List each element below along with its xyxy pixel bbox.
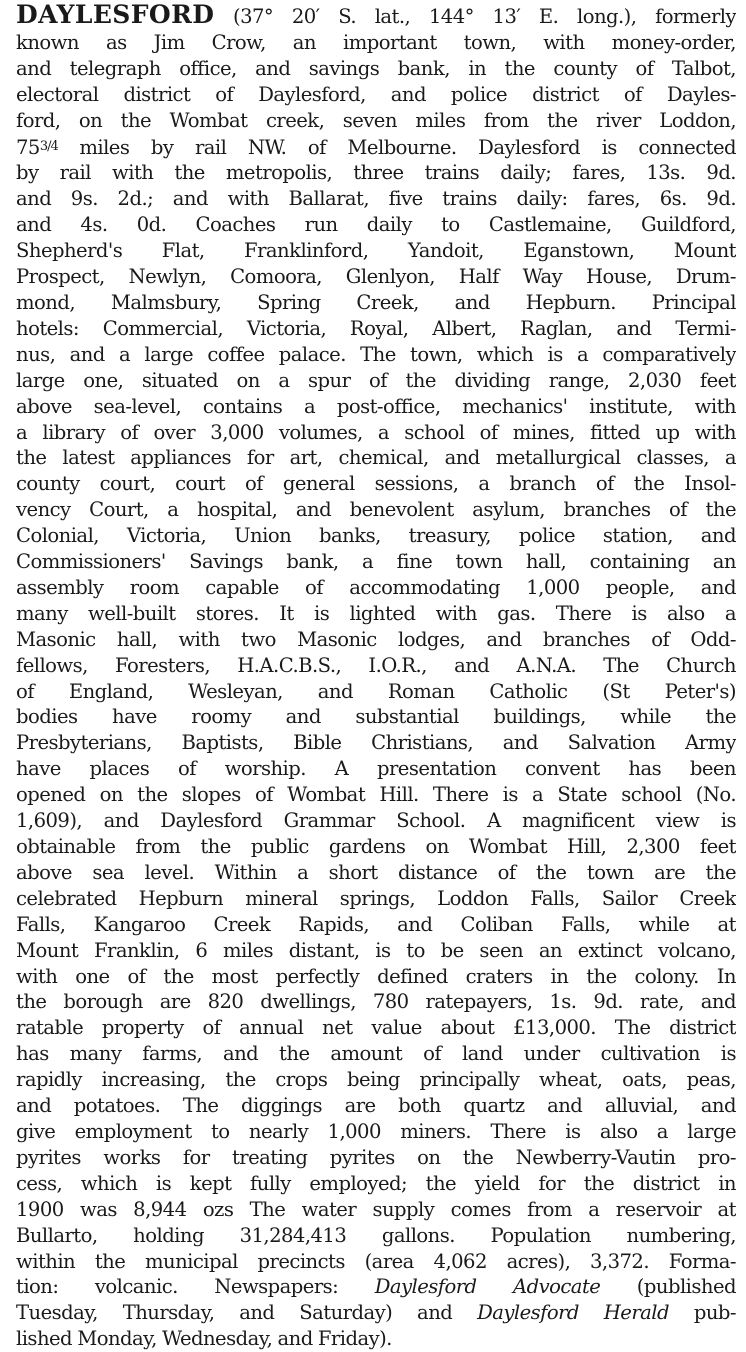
text-line: above sea-level, contains a post-office, mechanics' institute, with: [16, 394, 736, 418]
text-line: Falls, Kangaroo Creek Rapids, and Coliban Falls, while at: [16, 912, 736, 936]
text-line: and 9s. 2d.; and with Ballarat, five trains daily: fares, 6s. 9d.: [16, 187, 736, 211]
newspaper-title: Daylesford Herald: [477, 1301, 670, 1325]
text-line: ratable property of annual net value about £13,000. The district: [16, 1016, 736, 1040]
text-line: electoral district of Daylesford, and police district of Dayles-: [16, 82, 736, 106]
text-line: nus, and a large coffee palace. The town, which is a comparatively: [16, 342, 736, 366]
text-line: 1900 was 8,944 ozs The water supply comes from a reservoir at: [16, 1197, 736, 1221]
text-line: bodies have roomy and substantial buildings, while the: [16, 705, 736, 729]
text-line: DAYLESFORD (37° 20′ S. lat., 144° 13′ E. long.), formerly: [16, 2, 736, 29]
newspaper-title: Daylesford Advocate: [374, 1275, 601, 1299]
text-line: ford, on the Wombat creek, seven miles from the river Loddon,: [16, 108, 736, 132]
text-line: has many farms, and the amount of land under cultivation is: [16, 1042, 736, 1066]
text-line: give employment to nearly 1,000 miners. There is also a large: [16, 1119, 736, 1143]
text-line: lished Monday, Wednesday, and Friday).: [16, 1327, 392, 1351]
text-line: tion: volcanic. Newspapers: Daylesford Advocate (published: [16, 1275, 736, 1299]
text-line: pyrites works for treating pyrites on the Newberry-Vautin pro-: [16, 1145, 736, 1169]
text-line: Prospect, Newlyn, Comoora, Glenlyon, Half Way House, Drum-: [16, 265, 736, 289]
text-line: $75^{3/4}$ miles by rail NW. of Melbourne. Daylesford is connected: [16, 135, 736, 159]
text-line: Tuesday, Thursday, and Saturday) and Daylesford Herald pub-: [16, 1301, 736, 1325]
text-line: fellows, Foresters, H.A.C.B.S., I.O.R., and A.N.A. The Church: [16, 653, 736, 677]
text-line: and 4s. 0d. Coaches run daily to Castlemaine, Guildford,: [16, 213, 736, 237]
text-line: rapidly increasing, the crops being principally wheat, oats, peas,: [16, 1068, 736, 1092]
text-line: Shepherd's Flat, Franklinford, Yandoit, Eganstown, Mount: [16, 239, 736, 263]
text-line: opened on the slopes of Wombat Hill. There is a State school (No.: [16, 783, 736, 807]
fraction-mark: 3/4: [39, 138, 58, 154]
text-line: within the municipal precincts (area 4,062 acres), 3,372. Forma-: [16, 1249, 736, 1273]
text-line: with one of the most perfectly defined craters in the colony. In: [16, 964, 736, 988]
text-line: of England, Wesleyan, and Roman Catholic (St Peter's): [16, 679, 736, 703]
text-line: Bullarto, holding 31,284,413 gallons. Population numbering,: [16, 1223, 736, 1247]
text-line: above sea level. Within a short distance of the town are the: [16, 860, 736, 884]
text-line: mond, Malmsbury, Spring Creek, and Hepburn. Principal: [16, 290, 736, 314]
entry-headword: DAYLESFORD: [16, 2, 215, 29]
text-line: assembly room capable of accommodating 1,000 people, and: [16, 575, 736, 599]
text-line: a library of over 3,000 volumes, a school of mines, fitted up with: [16, 420, 736, 444]
text-line: the latest appliances for art, chemical, and metallurgical classes, a: [16, 446, 736, 470]
text-line: Masonic hall, with two Masonic lodges, and branches of Odd-: [16, 627, 736, 651]
text-line: have places of worship. A presentation convent has been: [16, 757, 736, 781]
text-line: Mount Franklin, 6 miles distant, is to be seen an extinct volcano,: [16, 938, 736, 962]
text-line: the borough are 820 dwellings, 780 ratepayers, 1s. 9d. rate, and: [16, 990, 736, 1014]
text-line: cess, which is kept fully employed; the yield for the district in: [16, 1171, 736, 1195]
text-line: Presbyterians, Baptists, Bible Christians, and Salvation Army: [16, 731, 736, 755]
text-line: Colonial, Victoria, Union banks, treasury, police station, and: [16, 524, 736, 548]
text-line: hotels: Commercial, Victoria, Royal, Albert, Raglan, and Termi-: [16, 316, 736, 340]
text-line: Commissioners' Savings bank, a fine town hall, containing an: [16, 550, 736, 574]
text-line: 1,609), and Daylesford Grammar School. A magnificent view is: [16, 809, 736, 833]
text-line: and telegraph office, and savings bank, in the county of Talbot,: [16, 56, 736, 80]
text-line: known as Jim Crow, an important town, with money-order,: [16, 30, 736, 54]
text-line: obtainable from the public gardens on Wombat Hill, 2,300 feet: [16, 835, 736, 858]
text-line: county court, court of general sessions, a branch of the Insol-: [16, 472, 736, 496]
text-line: many well-built stores. It is lighted with gas. There is also a: [16, 601, 736, 625]
text-line: large one, situated on a spur of the dividing range, 2,030 feet: [16, 368, 736, 392]
text-line: vency Court, a hospital, and benevolent asylum, branches of the: [16, 498, 736, 522]
text-line: and potatoes. The diggings are both quartz and alluvial, and: [16, 1094, 736, 1118]
text-line: celebrated Hepburn mineral springs, Loddon Falls, Sailor Creek: [16, 886, 736, 910]
text-line: by rail with the metropolis, three trains daily; fares, 13s. 9d.: [16, 161, 736, 185]
